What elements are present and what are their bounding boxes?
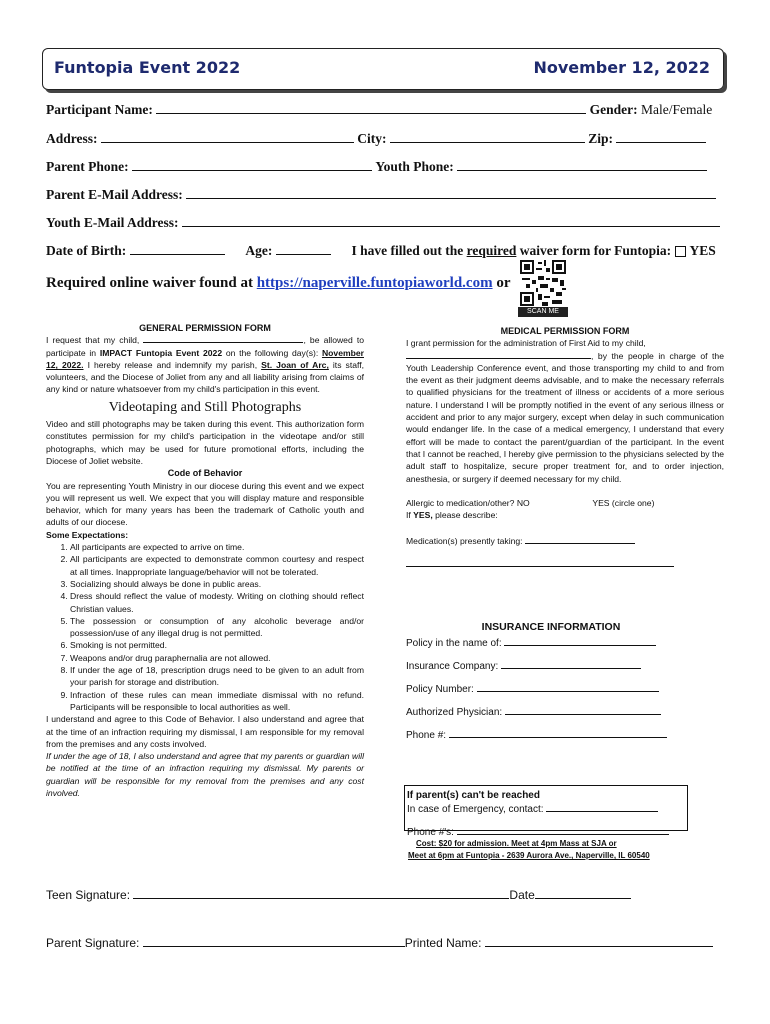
policy-name-row: Policy in the name of:	[406, 636, 696, 649]
insurance-company-row: Insurance Company:	[406, 659, 696, 672]
or-text: or	[496, 275, 511, 291]
parent-email-field[interactable]	[186, 187, 716, 199]
parent-email-label: Parent E-Mail Address:	[46, 187, 183, 202]
list-item: 4. Dress should reflect the value of modesty. Writing on clothing should reflect Christian values.	[70, 590, 364, 615]
general-permission-text: I request that my child, , be allowed to participate in IMPACT Funtopia Event 2022 on the following day(s): November 12, 2022. I hereby release and indemnify my parish, St. Joan of Arc, its staff, volunteers, and the Diocese of Joliet from any and all liability arising from claims of any kind or nature whatsoever from my child's participation in this event.	[46, 335, 365, 395]
reach-section	[407, 790, 687, 838]
parent-signature-row	[46, 935, 713, 950]
list-item: 6. Smoking is not permitted.	[70, 639, 364, 651]
city-label: City:	[357, 131, 387, 146]
cost-line-2: Meet at 6pm at Funtopia - 2639 Aurora Ave., Naperville, IL 60540	[408, 851, 650, 860]
insurance-phone-field[interactable]	[449, 728, 667, 738]
video-title: Videotaping and Still Photographs	[108, 399, 302, 415]
youth-phone-field[interactable]	[457, 159, 707, 171]
allergy-question[interactable]: Allergic to medication/other? NO	[406, 497, 530, 508]
waiver-link[interactable]: https://naperville.funtopiaworld.com	[256, 275, 493, 291]
zip-field[interactable]	[616, 131, 706, 143]
youth-phone-label: Youth Phone:	[375, 159, 454, 174]
age-field[interactable]	[276, 243, 331, 255]
general-permission-title: GENERAL PERMISSION FORM	[139, 323, 271, 333]
emergency-contact-field[interactable]	[546, 802, 658, 812]
scan-me-label: SCAN ME	[518, 307, 568, 317]
list-item: 5. The possession or consumption of any alcoholic beverage and/or possession/use of any illegal drug is not permitted.	[70, 615, 364, 640]
agree-text: I understand and agree to this Code of Behavior. I also understand and agree that at the time of an infraction requiring my dismissal, I am responsible for my removal from the premises and any costs involved.	[46, 714, 364, 749]
list-item: 8. If under the age of 18, prescription drugs need to be given to an adult from your parish for storage and distribution.	[70, 664, 364, 689]
online-waiver-row	[46, 275, 510, 292]
general-permission-section	[46, 322, 364, 799]
event-title: Funtopia Event 2022	[54, 58, 241, 77]
conduct-text: You are representing Youth Ministry in our diocese during this event and we expect you will represent us well. We expect that you will display mature and responsible behavior, which for many years has been the trademark of Catholic youth and adults of our diocese.	[46, 480, 364, 528]
list-item: 1. All participants are expected to arrive on time.	[70, 541, 364, 553]
medical-text-2: , by the people in charge of the Youth Leadership Conference event, and those transporting my child to and from the event as their judgment deems advisable, and to make the necessary referrals to qualified physicians for the treatment of illness or accidents of a more serious nature. I understand I will be promptly notified in the event of any serious illness or accident and prior to any major surgery, except when delay in such communication would endanger life. In the case of a medical emergency, I understand that every effort will be made to contact the parent/guardian of the participant. In the event that I cannot be reached, I hereby give permission to the physicians selected by the adult staff to hospitalize, secure proper treatment for, and to order injection, anesthesia, or surgery if deemed necessary for my child.	[406, 350, 724, 484]
printed-name-label: Printed Name:	[404, 936, 485, 950]
medication-row	[406, 535, 724, 547]
parent-phone-field[interactable]	[132, 159, 372, 171]
list-item: 3. Socializing should always be done in public areas.	[70, 578, 364, 590]
dob-row	[46, 243, 716, 259]
expectations-list	[46, 541, 364, 713]
online-waiver-text: Required online waiver found at	[46, 275, 253, 291]
phone-row	[46, 159, 707, 175]
cost-line-1: Cost: $20 for admission. Meet at 4pm Mass at SJA or	[416, 839, 617, 848]
teen-signature-label: Teen Signature:	[46, 888, 134, 902]
conduct-title: Code of Behavior	[167, 468, 243, 479]
policy-number-row: Policy Number:	[406, 682, 696, 695]
youth-email-row	[46, 215, 720, 231]
expectations-title: Some Expectations:	[46, 529, 129, 540]
dob-label: Date of Birth:	[46, 243, 127, 258]
insurance-section	[406, 621, 696, 741]
reach-title: If parent(s) can't be reached	[407, 790, 540, 801]
youth-email-label: Youth E-Mail Address:	[46, 215, 179, 230]
participant-name-label: Participant Name:	[46, 102, 153, 117]
waiver-pre: I have filled out the	[351, 243, 464, 258]
medical-child-field[interactable]	[406, 350, 591, 359]
gender-label: Gender:	[589, 102, 638, 117]
medication-field-2[interactable]	[406, 558, 674, 567]
cost-section	[408, 838, 650, 862]
teen-signature-field[interactable]	[133, 887, 509, 899]
insurance-title: INSURANCE INFORMATION	[481, 621, 621, 633]
zip-label: Zip:	[588, 131, 614, 146]
medical-permission-section	[406, 325, 724, 570]
address-label: Address:	[46, 131, 98, 146]
allergy-describe: If YES, please describe:	[406, 510, 498, 521]
participant-name-field[interactable]	[156, 102, 586, 114]
video-text: Video and still photographs may be taken during this event. This authorization form constitutes permission for my child's participation in the videotape and/or still photographs, which may be used for future promotional efforts, including the Diocese of Joliet website.	[46, 419, 364, 466]
medical-permission-title: MEDICAL PERMISSION FORM	[500, 326, 630, 336]
waiver-post: waiver form for Funtopia:	[519, 243, 672, 258]
waiver-checkbox[interactable]	[675, 246, 686, 257]
list-item: 2. All participants are expected to demonstrate common courtesy and respect at all times. Inappropriate language/behavior will not be tolerated.	[70, 553, 364, 578]
address-row	[46, 131, 706, 147]
medication-field[interactable]	[525, 535, 635, 544]
youth-email-field[interactable]	[182, 215, 720, 227]
insurance-company-field[interactable]	[501, 659, 641, 669]
gender-options[interactable]: Male/Female	[640, 102, 713, 117]
waiver-yes: YES	[689, 243, 716, 258]
medical-text-1: I grant permission for the administration of First Aid to my child,	[406, 338, 646, 349]
parent-email-row	[46, 187, 716, 203]
list-item: 7. Weapons and/or drug paraphernalia are not allowed.	[70, 652, 364, 664]
city-field[interactable]	[390, 131, 585, 143]
date-label: Date	[509, 888, 535, 902]
parent-signature-field[interactable]	[143, 935, 405, 947]
qr-code[interactable]	[518, 258, 568, 308]
policy-name-field[interactable]	[504, 636, 656, 646]
list-item: 9. Infraction of these rules can mean immediate dismissal with no refund. Participants will be responsible to local authorities as well.	[70, 689, 364, 714]
child-name-field[interactable]	[143, 334, 303, 343]
physician-row: Authorized Physician:	[406, 705, 696, 718]
age-label: Age:	[245, 243, 273, 258]
date-field[interactable]	[535, 887, 631, 899]
teen-signature-row	[46, 887, 631, 902]
emergency-phones-field[interactable]	[457, 825, 669, 835]
medication-label: Medication(s) presently taking:	[406, 536, 525, 547]
insurance-phone-row: Phone #:	[406, 728, 696, 741]
printed-name-field[interactable]	[485, 935, 713, 947]
emergency-row: In case of Emergency, contact:	[407, 802, 687, 815]
parent-phone-label: Parent Phone:	[46, 159, 129, 174]
policy-number-field[interactable]	[477, 682, 659, 692]
minor-notice-text: If under the age of 18, I also understand and agree that my parents or guardian will be notified at the time of an infraction requiring my dismissal. My parents or guardian will be responsible for my removal from the premises and any cost involved.	[46, 751, 364, 798]
emergency-phones-row: Phone #'s:	[407, 825, 687, 838]
physician-field[interactable]	[505, 705, 661, 715]
parent-signature-label: Parent Signature:	[46, 936, 143, 950]
allergy-row	[406, 497, 724, 509]
waiver-required: required	[466, 243, 517, 258]
event-date: November 12, 2022	[533, 58, 710, 77]
address-field[interactable]	[101, 131, 354, 143]
dob-field[interactable]	[130, 243, 225, 255]
allergy-yes-option[interactable]: YES (circle one)	[592, 497, 655, 508]
participant-row	[46, 102, 712, 118]
